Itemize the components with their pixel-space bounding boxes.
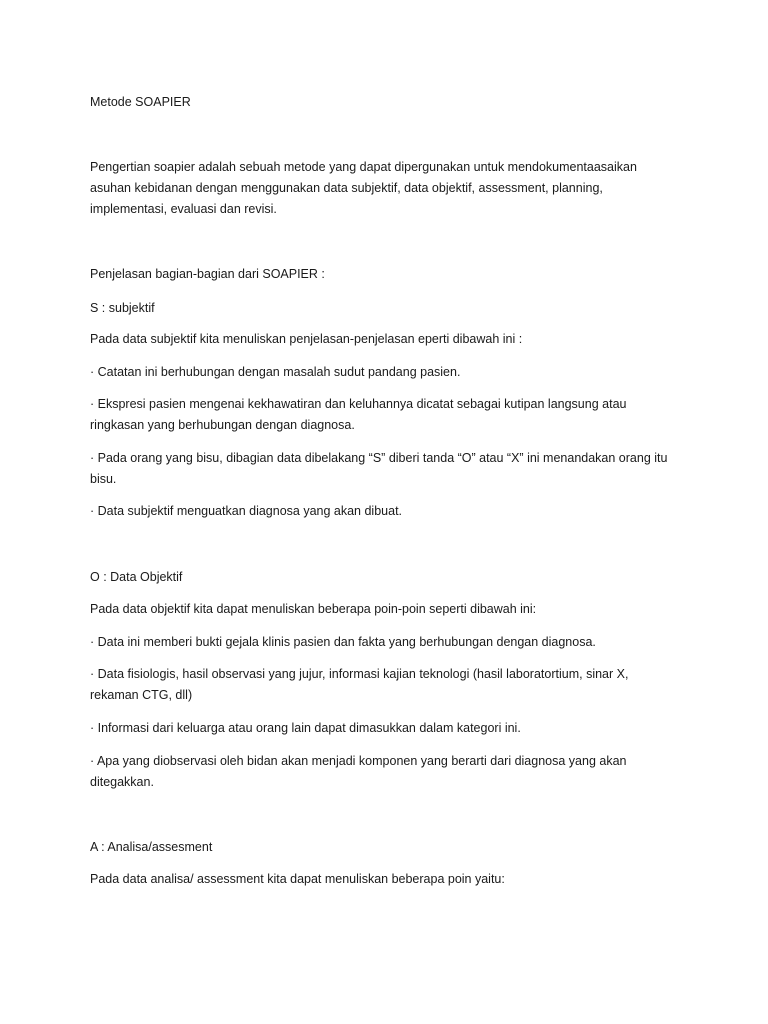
section-s-bullet: · Pada orang yang bisu, dibagian data dibelakang “S” diberi tanda “O” atau “X” ini menandakan orang itu bisu. [90, 451, 668, 486]
section-o-lead: Pada data objektif kita dapat menuliskan beberapa poin-poin seperti dibawah ini: [90, 602, 537, 616]
intro-paragraph: Pengertian soapier adalah sebuah metode yang dapat dipergunakan untuk mendokumentaasaikan asuhan kebidanan dengan menggunakan data subjektif, data objektif, assessment, planning, implementasi, evaluasi dan revisi. [90, 160, 637, 216]
section-a-lead: Pada data analisa/ assessment kita dapat menuliskan beberapa poin yaitu: [90, 872, 505, 886]
section-s-bullet: · Catatan ini berhubungan dengan masalah sudut pandang pasien. [90, 365, 461, 379]
section-o-bullet: · Data fisiologis, hasil observasi yang jujur, informasi kajian teknologi (hasil laboratortium, sinar X, rekaman CTG, dll) [90, 667, 629, 702]
section-s-heading: S : subjektif [90, 301, 155, 315]
section-s-bullet: · Data subjektif menguatkan diagnosa yang akan dibuat. [90, 504, 403, 518]
section-o-bullet: · Data ini memberi bukti gejala klinis pasien dan fakta yang berhubungan dengan diagnosa. [90, 635, 596, 649]
section-o-heading: O : Data Objektif [90, 570, 183, 584]
section-o-bullet: · Informasi dari keluarga atau orang lain dapat dimasukkan dalam kategori ini. [90, 721, 521, 735]
section-s-bullet: · Ekspresi pasien mengenai kekhawatiran dan keluhannya dicatat sebagai kutipan langsung atau ringkasan yang berhubungan dengan diagnosa. [90, 397, 627, 432]
section-s-lead: Pada data subjektif kita menuliskan penjelasan-penjelasan eperti dibawah ini : [90, 332, 523, 346]
doc-title: Metode SOAPIER [90, 95, 191, 109]
parts-heading: Penjelasan bagian-bagian dari SOAPIER : [90, 267, 325, 281]
section-a-heading: A : Analisa/assesment [90, 840, 213, 854]
section-o-bullet: · Apa yang diobservasi oleh bidan akan menjadi komponen yang berarti dari diagnosa yang akan ditegakkan. [90, 754, 627, 789]
